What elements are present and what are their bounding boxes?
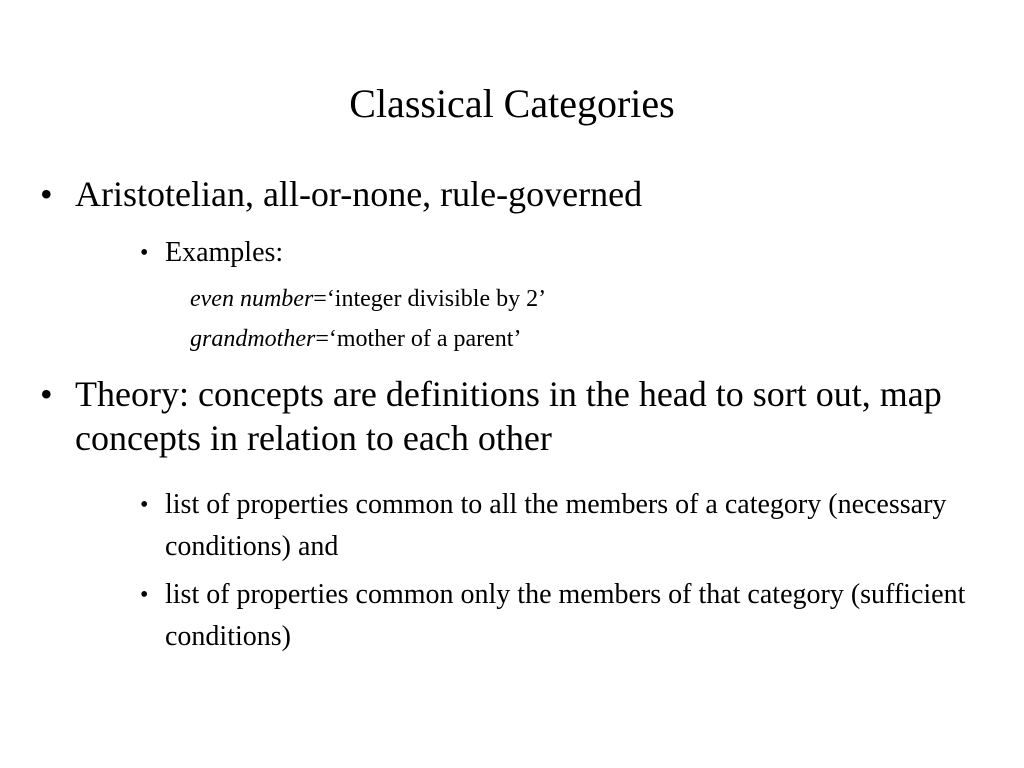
sub-bullet-examples — [140, 232, 970, 274]
bullet-icon: • — [140, 240, 149, 266]
example-definition: =‘integer divisible by 2’ — [313, 286, 547, 312]
example-grandmother — [190, 324, 521, 354]
slide-title: Classical Categories — [349, 81, 675, 126]
sub-bullet-text: Examples: — [165, 237, 284, 268]
bullet-point-aristotelian — [40, 172, 980, 216]
sub-bullet-necessary-conditions — [140, 484, 970, 568]
bullet-icon: • — [40, 174, 53, 214]
example-term: even number — [190, 286, 314, 312]
bullet-text: Aristotelian, all-or-none, rule-governed — [75, 174, 643, 214]
bullet-icon: • — [40, 374, 53, 414]
bullet-point-theory — [40, 372, 980, 460]
example-definition: =‘mother of a parent’ — [315, 326, 522, 352]
bullet-icon: • — [140, 582, 149, 608]
sub-bullet-text: list of properties common to all the members of a category (necessary conditions) and — [165, 489, 947, 562]
example-term: grandmother — [190, 326, 316, 352]
example-even-number — [190, 284, 546, 314]
sub-bullet-sufficient-conditions — [140, 574, 970, 658]
sub-bullet-text: list of properties common only the members of that category (sufficient conditions) — [165, 579, 966, 652]
bullet-text: Theory: concepts are definitions in the head to sort out, map concepts in relation to each other — [75, 374, 942, 458]
bullet-icon: • — [140, 492, 149, 518]
